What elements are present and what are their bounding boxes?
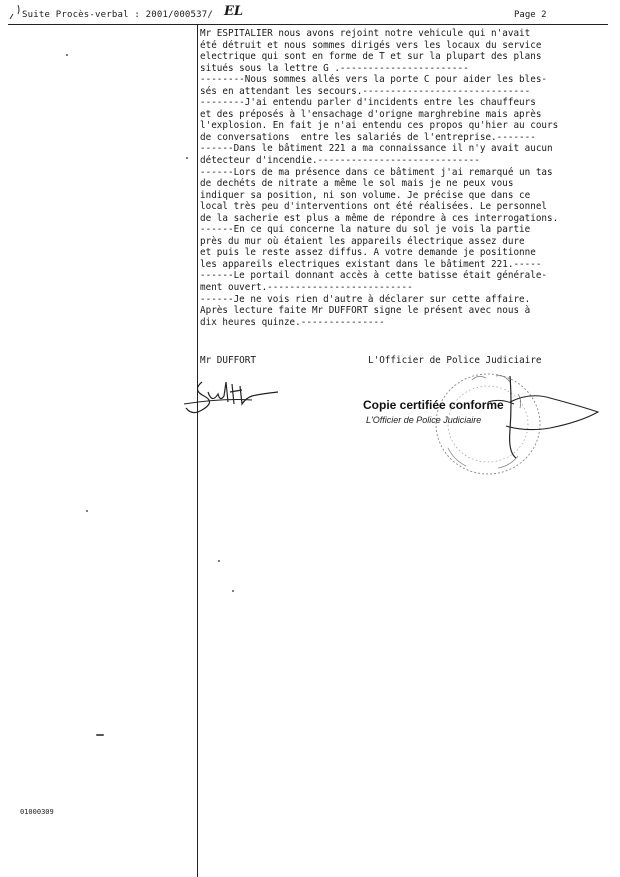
body-line: ------Dans le bâtiment 221 a ma connaissance il n'y avait aucun [200,143,553,155]
body-line: de dechéts de nitrate a même le sol mais je ne peux vous [200,178,514,190]
header-rule [8,24,608,25]
body-line: indiquer sa position, ni son volume. Je précise que dans ce [200,189,531,201]
body-line: de la sacherie est plus a même de répondre à ces interrogations. [200,212,559,224]
statement-body [200,28,610,328]
body-line: dix heures quinze.--------------- [200,316,385,328]
body-line: sés en attendant les secours.------------------------------ [200,85,531,97]
witness-signature-icon [182,372,292,420]
body-line: de conversations entre les salariés de l'entreprise.------- [200,131,536,143]
document-reference: 01000309 [20,808,54,816]
scan-speck [96,734,104,736]
body-line: ment ouvert.-------------------------- [200,282,413,294]
scan-speck [218,560,220,562]
body-line: ------Lors de ma présence dans ce bâtiment j'ai remarqué un tas [200,166,553,178]
body-line: situés sous la lettre G .----------------------- [200,62,469,74]
body-line: --------Nous sommes allés vers la porte C pour aider les bles- [200,74,548,86]
officer-title: L'Officier de Police Judiciaire [368,355,542,366]
body-line: les appareils electriques existant dans le bâtiment 221.----- [200,258,542,270]
body-line: local très peu d'interventions ont été réalisées. Le personnel [200,201,548,213]
margin-rule [197,24,198,877]
scan-speck [232,590,234,592]
body-line: et des préposés à l'ensachage d'origne marghrebine mais après [200,108,542,120]
header-title: Suite Procès-verbal : 2001/000537/ [22,10,214,20]
scan-speck [66,54,68,56]
body-line: l'explosion. En fait je n'ai entendu ces propos qu'hier au cours [200,120,559,132]
body-line: près du mur où étaient les appareils électrique assez dure [200,235,525,247]
witness-name: Mr DUFFORT [200,355,256,366]
body-line: et puis le reste assez diffus. A votre demande je positionne [200,247,536,259]
scan-speck [86,510,88,512]
body-line: ------En ce qui concerne la nature du sol je vois la partie [200,224,531,236]
body-line: electrique qui sont en forme de T et sur la plupart des plans [200,51,542,63]
page-number: Page 2 [514,10,547,20]
scan-speck [186,157,188,159]
stamp-subtitle: L'Officier de Police Judiciaire [366,415,482,425]
body-line: détecteur d'incendie.----------------------------- [200,155,480,167]
body-line: ------Le portail donnant accès à cette batisse était générale- [200,270,548,282]
body-line: ------Je ne vois rien d'autre à déclarer sur cette affaire. [200,293,531,305]
body-line: été détruit et nous sommes dirigés vers les locaux du service [200,39,542,51]
officer-signature-icon [470,372,600,462]
body-line: Après lecture faite Mr DUFFORT signe le présent avec nous à [200,305,531,317]
stamp-title: Copie certifiée conforme [363,398,504,412]
header-handwritten-initials: EL [224,4,244,19]
body-line: Mr ESPITALIER nous avons rejoint notre vehicule qui n'avait [200,28,531,39]
body-line: --------J'ai entendu parler d'incidents entre les chauffeurs [200,97,536,109]
